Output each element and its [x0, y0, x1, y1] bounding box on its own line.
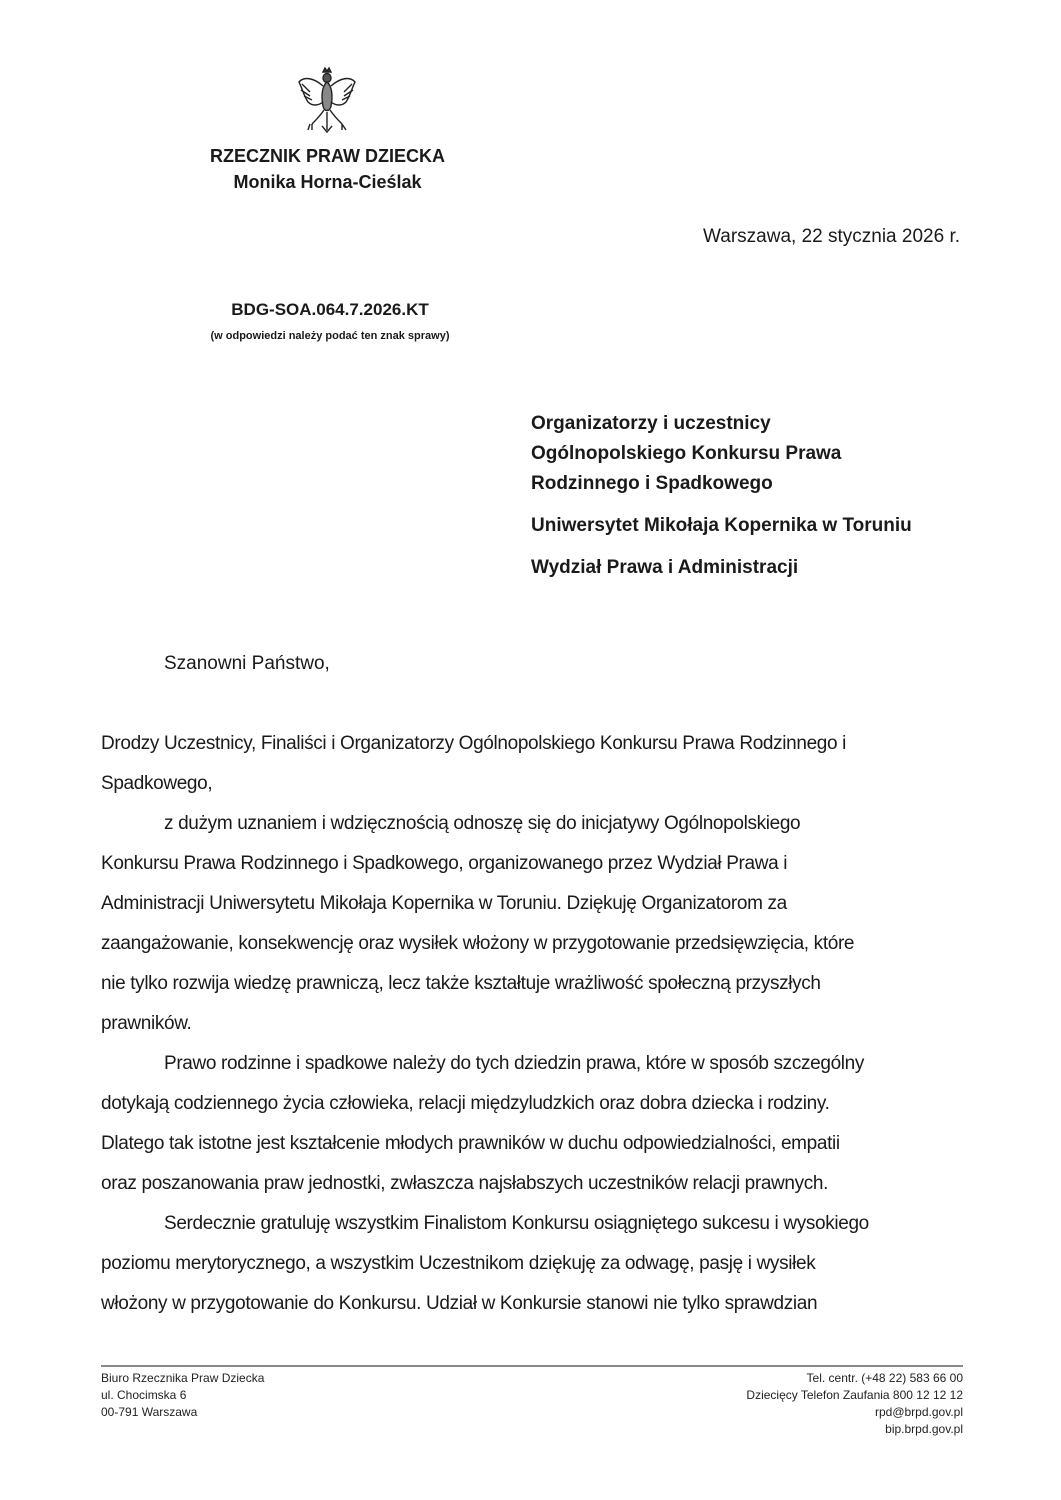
footer-phone: Tel. centr. (+48 22) 583 66 00	[806, 1371, 963, 1385]
body-line: Serdecznie gratuluję wszystkim Finalistom Konkursu osiągniętego sukcesu i wysokiego	[164, 1213, 869, 1234]
ombudsman-name: Monika Horna-Cieślak	[233, 172, 422, 192]
addressee-line: Ogólnopolskiego Konkursu Prawa	[531, 443, 842, 464]
footer-website[interactable]: bip.brpd.gov.pl	[885, 1422, 963, 1436]
body-line: oraz poszanowania praw jednostki, zwłaszcza najsłabszych uczestników relacji prawnych.	[101, 1173, 829, 1194]
body-line: dotykają codziennego życia człowieka, relacji międzyludzkich oraz dobra dziecka i rodziny.	[101, 1093, 830, 1114]
body-line: włożony w przygotowanie do Konkursu. Udział w Konkursie stanowi nie tylko sprawdzian	[101, 1293, 818, 1314]
body-line: Administracji Uniwersytetu Mikołaja Kopernika w Toruniu. Dziękuję Organizatorom za	[101, 893, 787, 914]
addressee-line: Organizatorzy i uczestnicy	[531, 413, 771, 434]
footer-street: ul. Chocimska 6	[101, 1388, 187, 1402]
body-line: poziomu merytorycznego, a wszystkim Uczestnikom dziękuję za odwagę, pasję i wysiłek	[101, 1253, 816, 1274]
body-line: Konkursu Prawa Rodzinnego i Spadkowego, organizowanego przez Wydział Prawa i	[101, 853, 788, 874]
body-line: Prawo rodzinne i spadkowe należy do tych dziedzin prawa, które w sposób szczególny	[164, 1053, 865, 1074]
footer-office-name: Biuro Rzecznika Praw Dziecka	[101, 1371, 265, 1385]
footer-city: 00-791 Warszawa	[101, 1405, 198, 1419]
footer-helpline: Dziecięcy Telefon Zaufania 800 12 12 12	[746, 1388, 963, 1402]
footer-divider	[101, 1365, 963, 1367]
body-line: Spadkowego,	[101, 773, 213, 794]
body-line: Dlatego tak istotne jest kształcenie młodych prawników w duchu odpowiedzialności, empatii	[101, 1133, 840, 1154]
institution-name: RZECZNIK PRAW DZIECKA	[210, 146, 445, 166]
addressee-faculty: Wydział Prawa i Administracji	[531, 557, 799, 578]
addressee-line: Rodzinnego i Spadkowego	[531, 473, 773, 494]
salutation: Szanowni Państwo,	[164, 653, 330, 674]
body-line: z dużym uznaniem i wdzięcznością odnoszę się do inicjatywy Ogólnopolskiego	[164, 813, 801, 834]
reference-note: (w odpowiedzi należy podać ten znak sprawy)	[210, 330, 450, 342]
addressee-university: Uniwersytet Mikołaja Kopernika w Toruniu	[531, 515, 912, 536]
body-line: Drodzy Uczestnicy, Finaliści i Organizatorzy Ogólnopolskiego Konkursu Prawa Rodzinnego i	[101, 733, 847, 754]
polish-eagle-emblem	[296, 66, 358, 136]
body-line: nie tylko rozwija wiedzę prawniczą, lecz także kształtuje wrażliwość społeczną przyszłych	[101, 973, 821, 994]
date-line: Warszawa, 22 stycznia 2026 r.	[703, 226, 960, 247]
footer-email[interactable]: rpd@brpd.gov.pl	[874, 1405, 963, 1419]
body-line: prawników.	[101, 1013, 192, 1034]
reference-number: BDG-SOA.064.7.2026.KT	[231, 300, 429, 319]
body-line: zaangażowanie, konsekwencję oraz wysiłek włożony w przygotowanie przedsięwzięcia, które	[101, 933, 855, 954]
